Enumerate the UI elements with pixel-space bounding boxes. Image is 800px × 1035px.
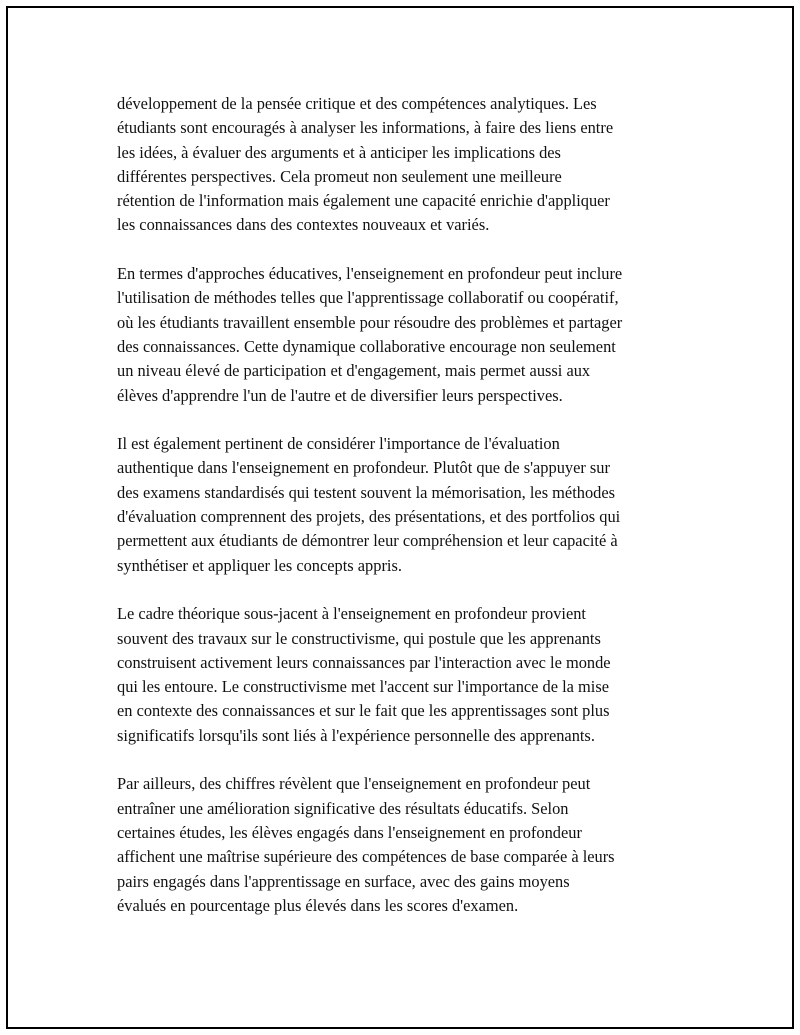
text-line: un niveau élevé de participation et d'engagement, mais permet aussi aux xyxy=(117,361,591,381)
text-line: des connaissances. Cette dynamique collaborative encourage non seulement xyxy=(117,336,616,356)
text-line: Le cadre théorique sous-jacent à l'enseignement en profondeur provient xyxy=(117,604,586,624)
text-line: rétention de l'information mais également une capacité enrichie d'appliquer xyxy=(117,191,610,211)
text-line: Il est également pertinent de considérer l'importance de l'évaluation xyxy=(117,434,560,454)
paragraph-2 xyxy=(117,262,683,408)
document-body xyxy=(117,92,683,942)
text-line: développement de la pensée critique et des compétences analytiques. Les xyxy=(117,94,597,113)
text-line: les idées, à évaluer des arguments et à anticiper les implications des xyxy=(117,142,561,162)
text-line: qui les entoure. Le constructivisme met l'accent sur l'importance de la mise xyxy=(117,677,609,697)
paragraph-5 xyxy=(117,772,683,918)
text-line: différentes perspectives. Cela promeut non seulement une meilleure xyxy=(117,166,562,186)
paragraph-4 xyxy=(117,602,683,748)
text-line: entraîner une amélioration significative des résultats éducatifs. Selon xyxy=(117,798,569,818)
text-line: synthétiser et appliquer les concepts appris. xyxy=(117,555,402,575)
text-line: affichent une maîtrise supérieure des compétences de base comparée à leurs xyxy=(117,847,615,867)
paragraph-3 xyxy=(117,432,683,578)
text-line: pairs engagés dans l'apprentissage en surface, avec des gains moyens xyxy=(117,871,570,891)
text-line: Par ailleurs, des chiffres révèlent que l'enseignement en profondeur peut xyxy=(117,774,591,794)
text-line: authentique dans l'enseignement en profondeur. Plutôt que de s'appuyer sur xyxy=(117,458,610,478)
text-line: les connaissances dans des contextes nouveaux et variés. xyxy=(117,215,490,235)
text-line: permettent aux étudiants de démontrer leur compréhension et leur capacité à xyxy=(117,531,618,551)
text-line: significatifs lorsqu'ils sont liés à l'expérience personnelle des apprenants. xyxy=(117,725,595,745)
text-line: certaines études, les élèves engagés dans l'enseignement en profondeur xyxy=(117,822,582,842)
text-line: des examens standardisés qui testent souvent la mémorisation, les méthodes xyxy=(117,482,615,502)
text-line: évalués en pourcentage plus élevés dans les scores d'examen. xyxy=(117,895,519,915)
text-line: d'évaluation comprennent des projets, des présentations, et des portfolios qui xyxy=(117,507,621,527)
text-line: élèves d'apprendre l'un de l'autre et de diversifier leurs perspectives. xyxy=(117,385,563,405)
text-line: En termes d'approches éducatives, l'enseignement en profondeur peut inclure xyxy=(117,264,623,284)
text-line: étudiants sont encouragés à analyser les informations, à faire des liens entre xyxy=(117,118,614,138)
text-line: souvent des travaux sur le constructivisme, qui postule que les apprenants xyxy=(117,628,601,648)
paragraph-1 xyxy=(117,92,683,238)
text-line: construisent activement leurs connaissances par l'interaction avec le monde xyxy=(117,652,611,672)
text-line: en contexte des connaissances et sur le fait que les apprentissages sont plus xyxy=(117,701,610,721)
text-line: l'utilisation de méthodes telles que l'apprentissage collaboratif ou coopératif, xyxy=(117,288,619,308)
text-line: où les étudiants travaillent ensemble pour résoudre des problèmes et partager xyxy=(117,312,623,332)
